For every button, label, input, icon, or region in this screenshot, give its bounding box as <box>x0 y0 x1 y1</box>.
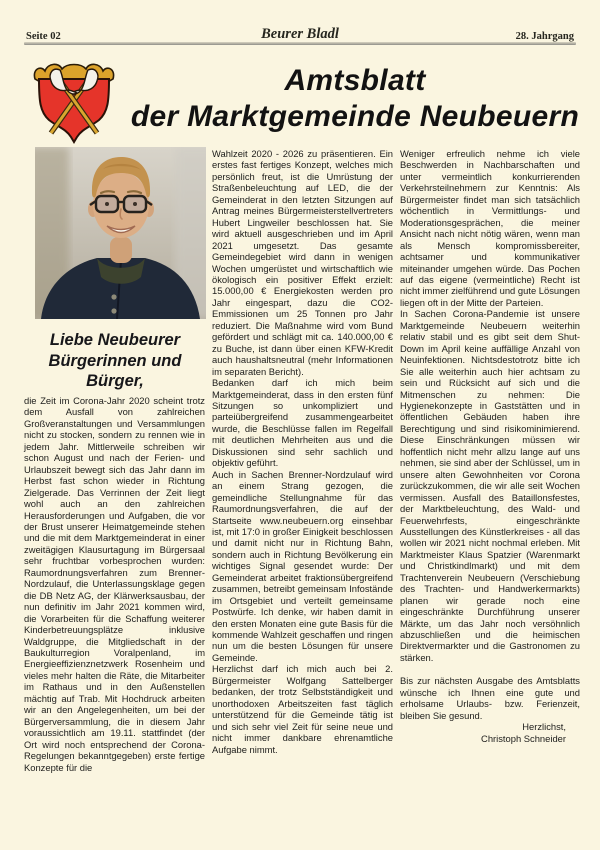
body-paragraph: Bis zur nächsten Ausgabe des Amtsblatts wünsche ich Ihnen eine gute und erholsame Urlaubs- bzw. Ferienzeit, bleiben Sie gesund. <box>400 675 580 721</box>
body-paragraph: Auch in Sachen Brenner-Nordzulauf wird an einem Strang gezogen, die gemeindliche Stellungnahme für das Raumordnungsverfahren, die auf der Startseite www.neubeuern.org einsehbar ist, mit 17:0 in großer Einigkeit beschlossen und damit nicht nur in Richtung Bahn, sondern auch in Richtung Bevölkerung ein wichtiges Signal gesendet wurde: Der Gemeinderat arbeitet fraktionsübergreifend zusammen, betreibt gemeinsam Infostände im Ortsgebiet und verteilt gemeinsame Postwürfe. Ich denke, wir haben damit in den ersten Monaten eine gute Basis für die kommende Wahlzeit geschaffen und ringen nun um die besten Lösungen für unsere Gemeinde. <box>212 468 393 663</box>
closing-salutation: Herzlichst, <box>522 721 566 733</box>
column-right <box>400 148 580 744</box>
body-paragraph: In Sachen Corona-Pandemie ist unsere Marktgemeinde Neubeuern weiterhin relativ stabil und es gibt seit dem Shut-Down im April keine auffällige Anzahl von Neuinfektionen. Nichtsdestotrotz bitte ich Sie alle weiterhin auch hier achtsam zu sein und Rücksicht auf sich und die Mitmenschen zu nehmen: Die Hygienekonzepte in Gaststätten und in öffentlichen Gebäuden haben ihre Berechtigung und sind risikominimierend. Diese Einschränkungen müssen wir hoffentlich nicht mehr allzu lange auf uns nehmen, sie sind aber der Schlüssel, um in unsere alten Gewohnheiten vor Corona zurückzukommen, die wir alle seit Wochen vermissen. Ausfall des Bataillonsfestes, der Marktbeleuchtung, des Wald- und Feuerwehrfests, eingeschränkte Ausstellungen des Künstlerkreises - all das wollen wir 2021 nicht nochmal erleben. Mit Marktmeister Klaus Spatzier (Warenmarkt und Christkindlmarkt) und mit dem Trachtenverein Neubeuern (Verschiebung des Trachten- und Handwerkermarkts) planen wir gerade noch eine eingeschränkte Durchführung unserer Märkte, um das Jahr noch versöhnlich abzuschließen und die heimischen Direktvermarkter und die Gastronomen zu stärken. <box>400 308 580 663</box>
masthead-line1: Amtsblatt <box>284 64 426 97</box>
volume-label: 28. Jahrgang <box>515 31 574 42</box>
greeting-line3: Bürger, <box>86 372 144 390</box>
mayor-portrait-photo <box>35 147 206 319</box>
body-paragraph: Weniger erfreulich nehme ich viele Beschwerden in Nachbarschaften und unter vermeintlich konkurrierenden Verkehrsteilnehmern zur Kenntnis: Als Bürgermeister findet man sich tatsächlich wöchentlich in Vermittlungs- und Moderationsgesprächen, die meiner Ansicht nach nicht nötig wären, wenn man als Mensch kompromissbereiter, achtsamer und kommunikativer miteinander umgehen würde. Das Pochen auf das eigene (vermeintliche) Recht ist nicht immer zielführend und gute Lösungen liegen oft in der Mitte der Parteien. <box>400 148 580 308</box>
signature-name: Christoph Schneider <box>481 732 566 744</box>
header-rule <box>24 42 576 45</box>
coat-of-arms-icon <box>30 60 118 146</box>
greeting-heading <box>24 330 206 392</box>
greeting-line1: Liebe Neubeurer <box>49 331 181 349</box>
greeting-line2: Bürgerinnen und <box>48 351 182 370</box>
column-left <box>24 395 205 773</box>
masthead-line2: der Marktgemeinde Neubeuern <box>130 100 580 133</box>
page-number: Seite 02 <box>26 31 61 42</box>
page-header <box>24 27 576 45</box>
masthead-title <box>118 63 592 135</box>
body-paragraph: Bedanken darf ich mich beim Marktgemeinderat, dass in den ersten fünf Sitzungen so unkompliziert und parteiübergreifend zusammengearbeitet wurde, die Beschlüsse fallen im Regelfall mit deutlichen Mehrheiten aus und die Diskussionen sind sehr sachlich und objektiv geführt. <box>212 377 393 469</box>
body-paragraph: Wahlzeit 2020 - 2026 zu präsentieren. Ein erstes fast fertiges Konzept, welches mich persönlich freut, ist die Umrüstung der Straßenbeleuchtung auf LED, die der Gemeinderat in den letzten Sitzungen auf Antrag meines Bürgermeisterstellvertreters Hubert Lingweiler beschlossen hat. Sie wird aktuell ausgeschrieben und im April 2021 umgesetzt. Das gesamte Gemeindegebiet wird dann in wenigen Wochen umgerüstet und wirtschaftlich wie ökologisch ein positiver Effekt erzielt: 15.000,00 € Energiekosten werden pro Jahr eingespart, dazu die CO2-Emmissionen um 25 Tonnen pro Jahr reduziert. Die Maßnahme wird vom Bund gefördert und schlägt mit ca. 140.000,00 € zu Buche, ist dann über einen KFW-Kredit auch haushaltsneutral (mehr Informationen im separaten Bericht). <box>212 148 393 377</box>
column-middle <box>212 148 393 755</box>
newsletter-name: Beurer Bladl <box>261 26 339 42</box>
closing-block <box>400 721 580 744</box>
body-paragraph: die Zeit im Corona-Jahr 2020 scheint trotz dem Ausfall von zahlreichen Großveranstaltungen und Versammlungen nicht zu stocken, sondern zu rennen wie in jedem Jahr. Mittlerweile schreiben wir schon August und nach der Ferien- und Urlaubszeit bewegt sich das Jahr dann im Herbst fast schon wieder in Richtung Zielgerade. Das Verrinnen der Zeit liegt wohl auch an den zahlreichen Herausforderungen und Aufgaben, die vor der Brust unserer Heimatgemeinde stehen und die mit dem Marktgemeinderat in einer zweitägigen Klausurtagung im Bürgersaal sehr fruchtbar vorbesprochen wurden: Raumordnungsverfahren zum Brenner-Nordzulauf, die Unterlassungsklage gegen die DB Netz AG, der Klärwerksausbau, der nun definitiv im Jahr 2021 kommen wird, die Vorarbeiten für die Schaffung weiterer Kinderbetreuungsplätze inklusive Waldgruppe, die Mitgliedschaft in der Baukulturregion Voralpenland, im Energieeffizienznetzwerk Rosenheim und vieles mehr halten die Räte, die Mitarbeiter im Rathaus und in den Außenstellen mächtig auf Trab. Mit Hochdruck arbeiten wir an den Angelegenheiten, um bei der Bürgerversammlung, die in diesem Jahr voraussichtlich am 19.11. stattfindet (der Ort wird noch entsprechend der Corona-Regelungen bekanntgegeben) erste fertige Konzepte für die <box>24 395 205 773</box>
body-paragraph: Herzlichst darf ich mich auch bei 2. Bürgermeister Wolfgang Sattelberger bedanken, der trotz Selbstständigkeit und unorthodoxen Arbeitszeiten fast täglich unterstützend für die Gemeinde tätig ist und sich sehr viel Zeit für seine neue und nicht immer dankbare ehrenamtliche Aufgabe nimmt. <box>212 663 393 755</box>
